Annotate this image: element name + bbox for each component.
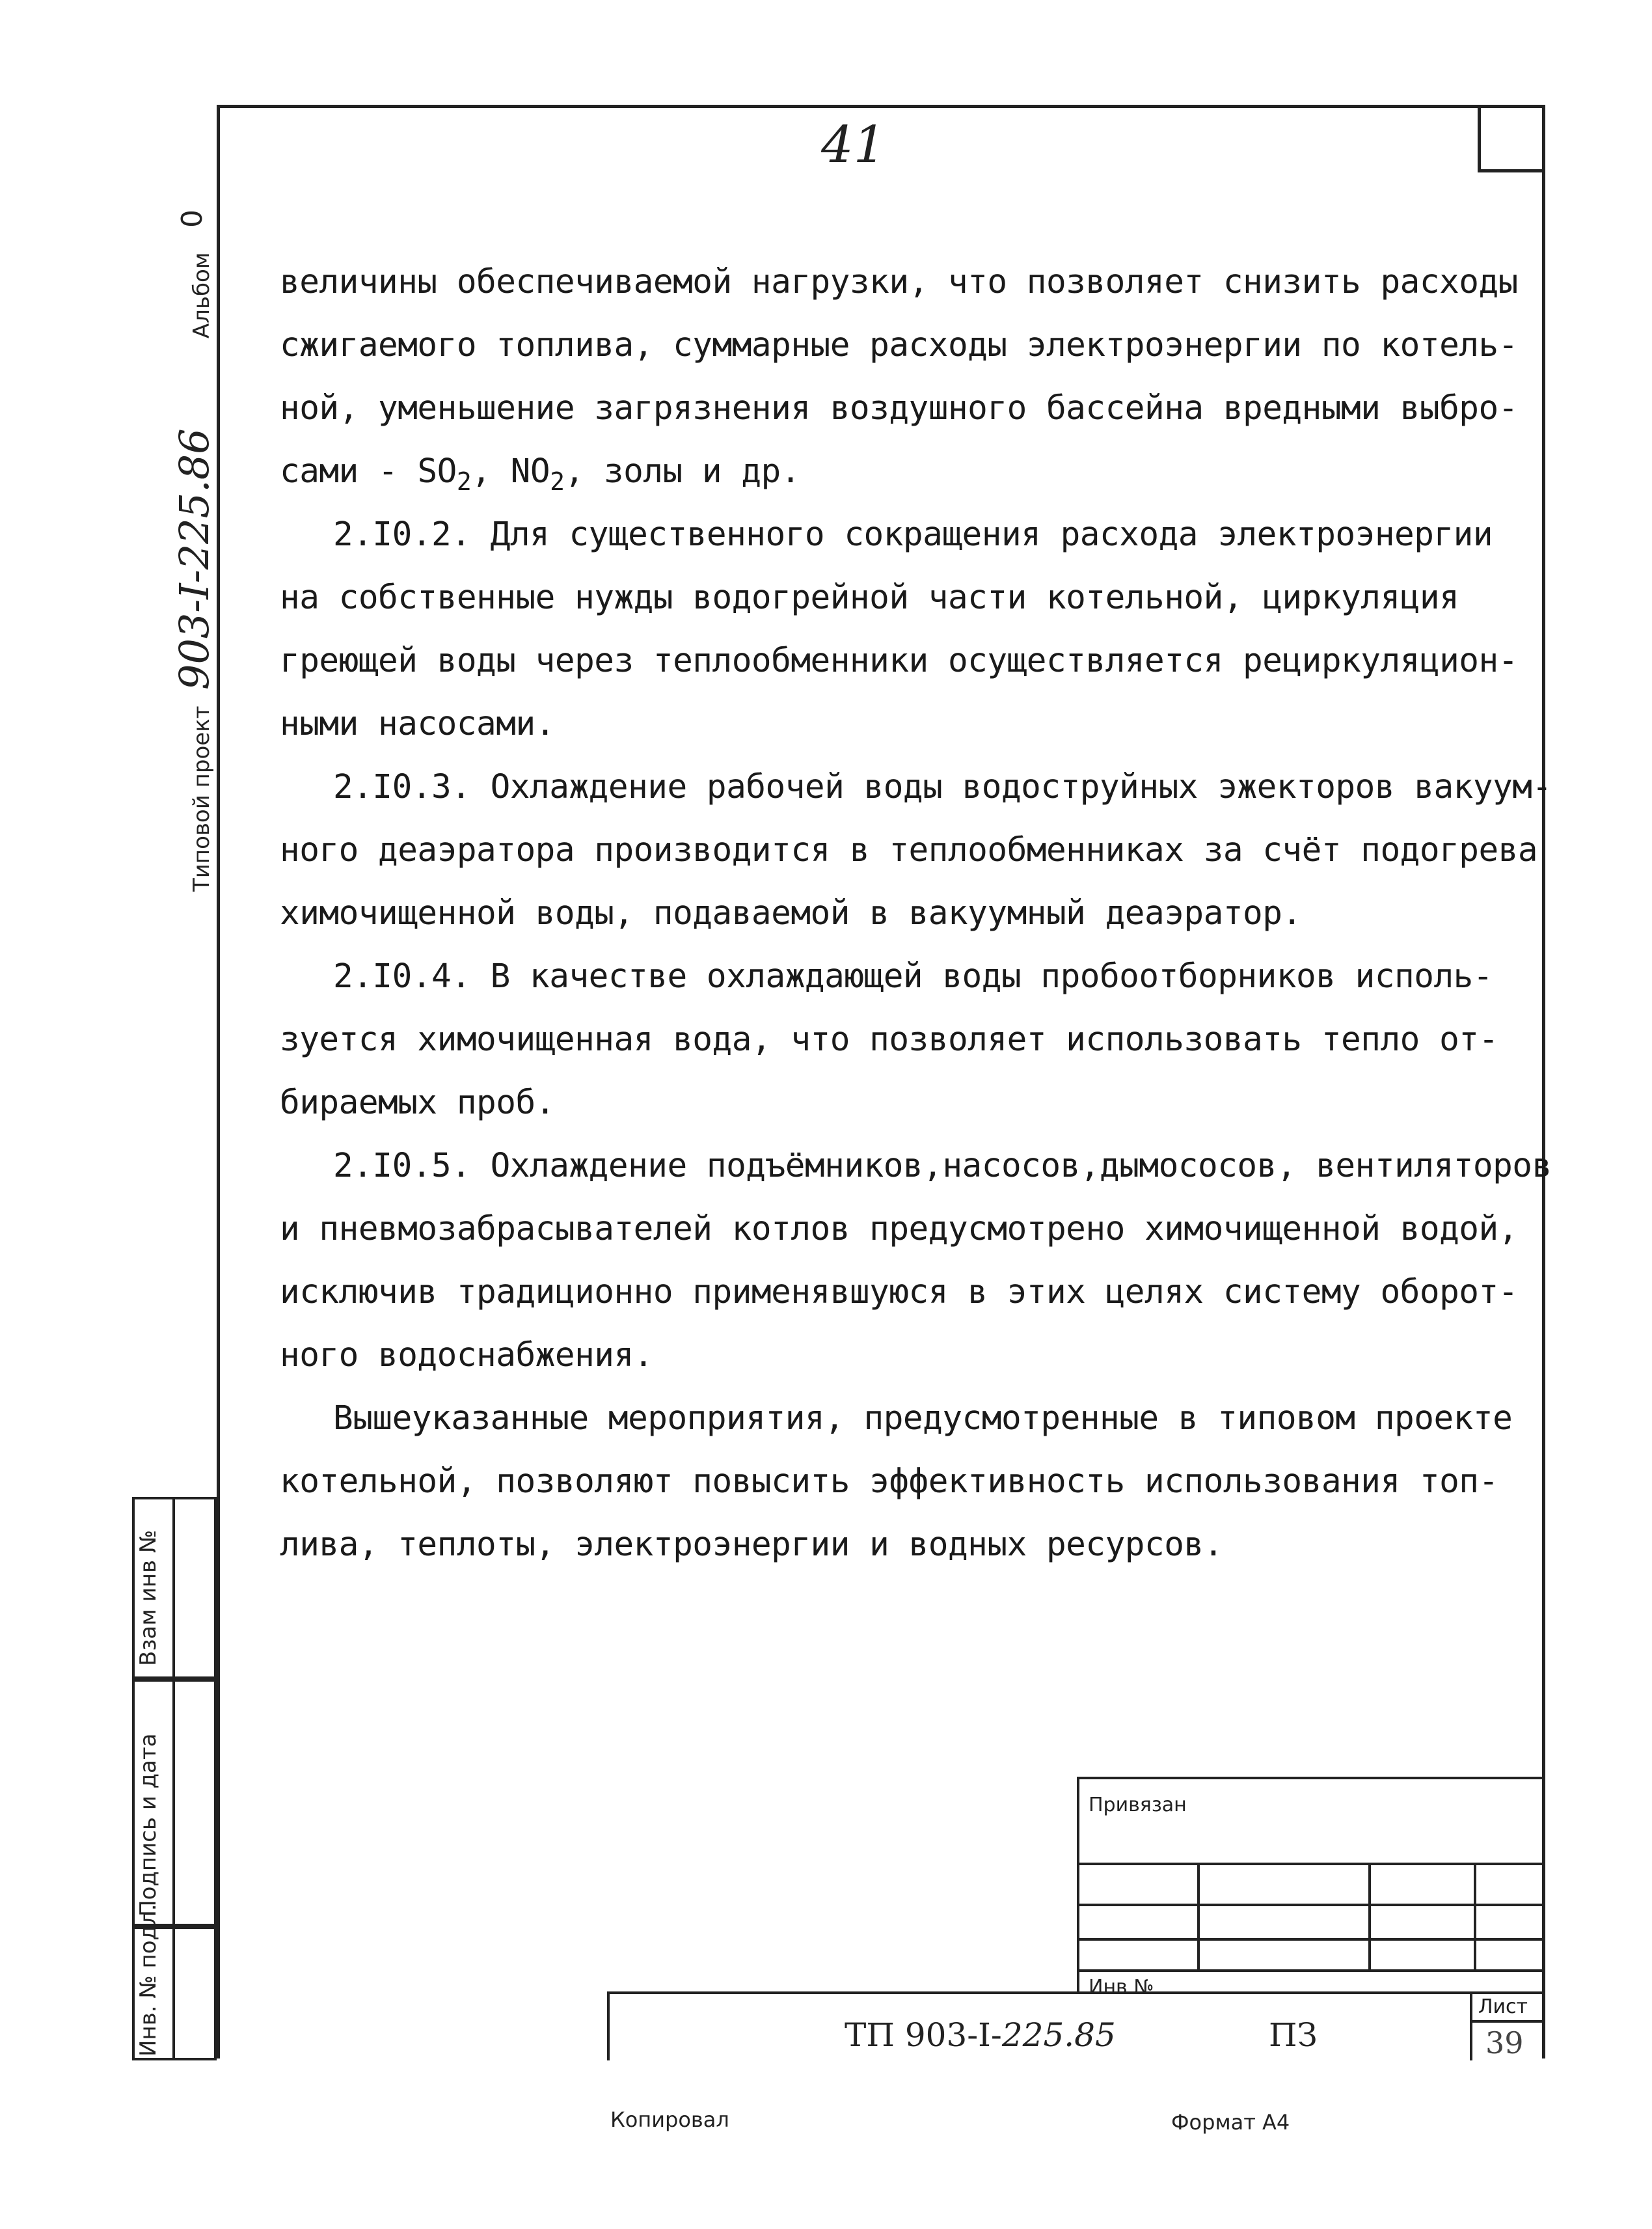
margin-sign-label: Подпись и дата bbox=[135, 1733, 161, 1917]
grid-line bbox=[1472, 2020, 1545, 2023]
inv-label: Инв № bbox=[1089, 1976, 1154, 1999]
text-line: ного деаэратора производится в теплообменниках за счёт подогрева bbox=[280, 831, 1538, 869]
project-label: Типовой проект bbox=[189, 705, 215, 892]
formula-so-sub: 2 bbox=[456, 467, 472, 496]
doc-code-typed: ТП 903-I- bbox=[845, 2016, 1002, 2054]
formula-no: NO bbox=[510, 452, 550, 491]
document-body bbox=[280, 251, 1552, 1576]
text-line: величины обеспечиваемой нагрузки, что позволяет снизить расходы bbox=[280, 263, 1518, 301]
text-line: зуется химочищенная вода, что позволяет использовать тепло от- bbox=[280, 1020, 1498, 1059]
document-code bbox=[845, 2016, 1116, 2054]
sheet-label: Лист bbox=[1478, 1995, 1528, 2018]
text-line: химочищенной воды, подаваемой в вакуумный деаэратор. bbox=[280, 894, 1302, 933]
grid-line bbox=[1368, 1863, 1371, 1972]
doc-code-hand: 225.85 bbox=[1001, 2016, 1116, 2054]
paragraph-start: 2.I0.2. Для существенного сокращения расхода электроэнергии bbox=[333, 515, 1493, 554]
text-line: ного водоснабжения. bbox=[280, 1336, 653, 1374]
paragraph-start: 2.I0.5. Охлаждение подъёмников,насосов,дымососов, вентиляторов bbox=[333, 1147, 1552, 1185]
formula-so: SO bbox=[417, 452, 457, 491]
attached-label: Привязан bbox=[1089, 1794, 1187, 1816]
grid-line bbox=[1197, 1863, 1200, 1972]
text-line: исключив традиционно применявшуюся в этих целях систему оборот- bbox=[280, 1273, 1518, 1311]
margin-inv-label: Инв. № подл. bbox=[135, 1904, 161, 2057]
album-label: Альбом bbox=[189, 252, 215, 338]
page-number: 41 bbox=[821, 116, 886, 174]
formula-line bbox=[280, 440, 1516, 503]
formula-prefix: сами - bbox=[280, 452, 418, 491]
text-line: лива, теплоты, электроэнергии и водных ресурсов. bbox=[280, 1525, 1223, 1564]
sheet-number: 39 bbox=[1485, 2025, 1524, 2060]
copied-label: Копировал bbox=[610, 2107, 729, 2132]
text-line: и пневмозабрасывателей котлов предусмотрено химочищенной водой, bbox=[280, 1210, 1518, 1248]
paragraph-start: 2.I0.3. Охлаждение рабочей воды водоструйных эжекторов вакуум- bbox=[333, 768, 1552, 806]
formula-no-sub: 2 bbox=[550, 467, 565, 496]
grid-line bbox=[1474, 1863, 1476, 1972]
text-line: ной, уменьшение загрязнения воздушного бассейна вредными выбро- bbox=[280, 389, 1518, 428]
text-line: греющей воды через теплообменники осуществляется рециркуляцион- bbox=[280, 642, 1518, 680]
formula-sep: , bbox=[471, 452, 511, 491]
text-line: бираемых проб. bbox=[280, 1084, 555, 1122]
text-line: ными насосами. bbox=[280, 705, 555, 743]
text-line: сжигаемого топлива, суммарные расходы электроэнергии по котель- bbox=[280, 326, 1518, 364]
document-type: ПЗ bbox=[1269, 2016, 1318, 2054]
corner-box bbox=[1478, 105, 1545, 172]
project-code: 903-I-225.86 bbox=[170, 428, 218, 690]
formula-suffix: , золы и др. bbox=[564, 452, 800, 491]
format-label: Формат А4 bbox=[1171, 2110, 1290, 2135]
margin-replace-label: Взам инв № bbox=[135, 1529, 161, 1666]
paragraph-start: 2.I0.4. В качестве охлаждающей воды пробоотборников исполь- bbox=[333, 957, 1493, 996]
paragraph-start: Вышеуказанные мероприятия, предусмотренные в типовом проекте bbox=[333, 1399, 1513, 1438]
text-line: котельной, позволяют повысить эффективность использования топ- bbox=[280, 1462, 1498, 1501]
album-number: 0 bbox=[176, 210, 209, 228]
text-line: на собственные нужды водогрейной части котельной, циркуляция bbox=[280, 579, 1459, 617]
